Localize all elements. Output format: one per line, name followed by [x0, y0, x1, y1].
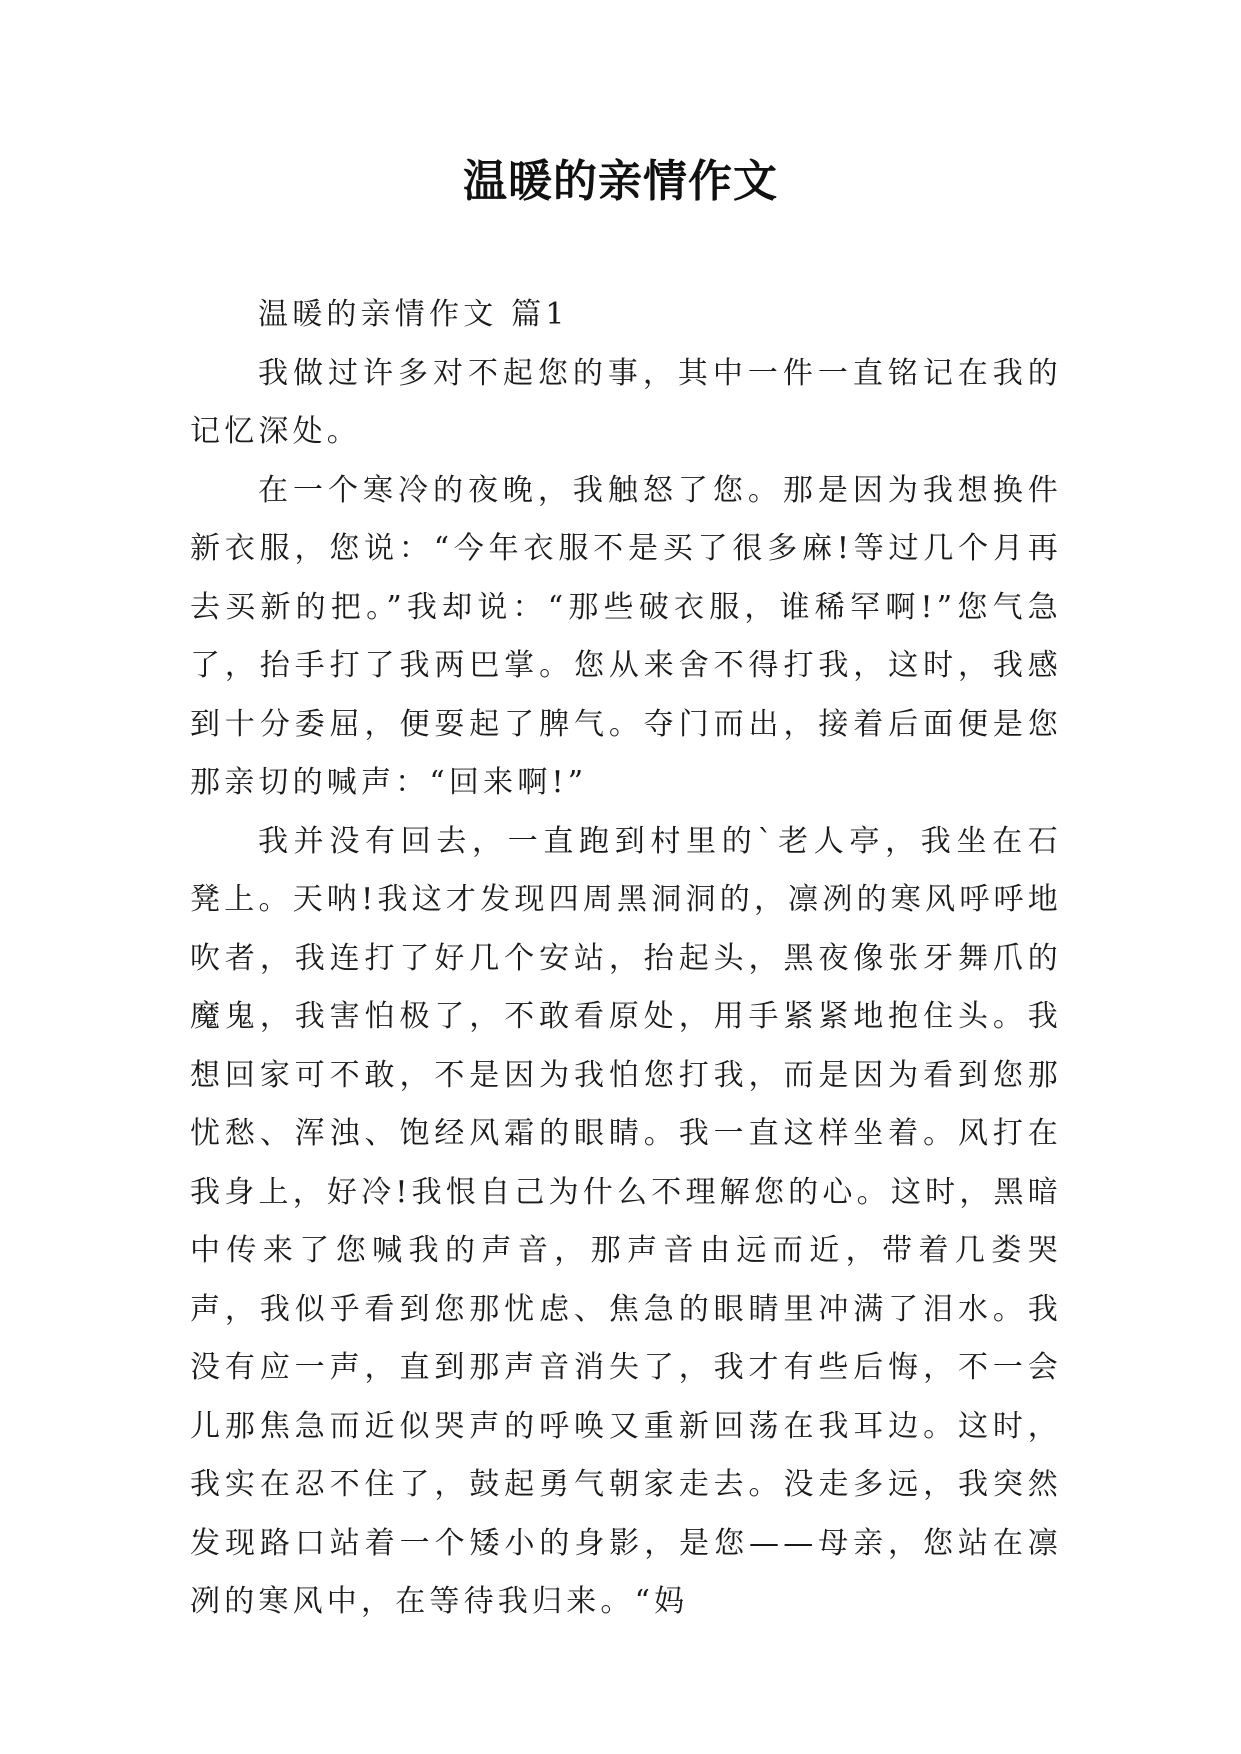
section-heading: 温暖的亲情作文 篇1: [258, 297, 569, 332]
document-body: [190, 286, 1062, 1632]
document-title: 温暖的亲情作文: [463, 156, 778, 207]
paragraph: 我做过许多对不起您的事，其中一件一直铭记在我的记忆深处。: [190, 355, 1062, 449]
paragraph: 我并没有回去，一直跑到村里的`老人亭，我坐在石凳上。天呐!我这才发现四周黑洞洞的，凛冽的寒风呼呼地吹者，我连打了好几个安站，抬起头，黑夜像张牙舞爪的魔鬼，我害怕极了，不敢看原处，用手紧紧地抱住头。我想回家可不敢，不是因为我怕您打我，而是因为看到您那忧愁、浑浊、饱经风霜的眼睛。我一直这样坐着。风打在我身上，好冷!我恨自己为什么不理解您的心。这时，黑暗中传来了您喊我的声音，那声音由远而近，带着几娄哭声，我似乎看到您那忧虑、焦急的眼睛里冲满了泪水。我没有应一声，直到那声音消失了，我才有些后悔，不一会儿那焦急而近似哭声的呼唤又重新回荡在我耳边。这时，我实在忍不住了，鼓起勇气朝家走去。没走多远，我突然发现路口站着一个矮小的身影，是您——母亲，您站在凛冽的寒风中，在等待我归来。“妈: [190, 823, 1062, 1619]
paragraph: 在一个寒冷的夜晚，我触怒了您。那是因为我想换件新衣服，您说：“今年衣服不是买了很多麻!等过几个月再去买新的把。”我却说：“那些破衣服，谁稀罕啊!”您气急了，抬手打了我两巴掌。您从来舍不得打我，这时，我感到十分委屈，便耍起了脾气。夺门而出，接着后面便是您那亲切的喊声：“回来啊!”: [190, 472, 1062, 800]
